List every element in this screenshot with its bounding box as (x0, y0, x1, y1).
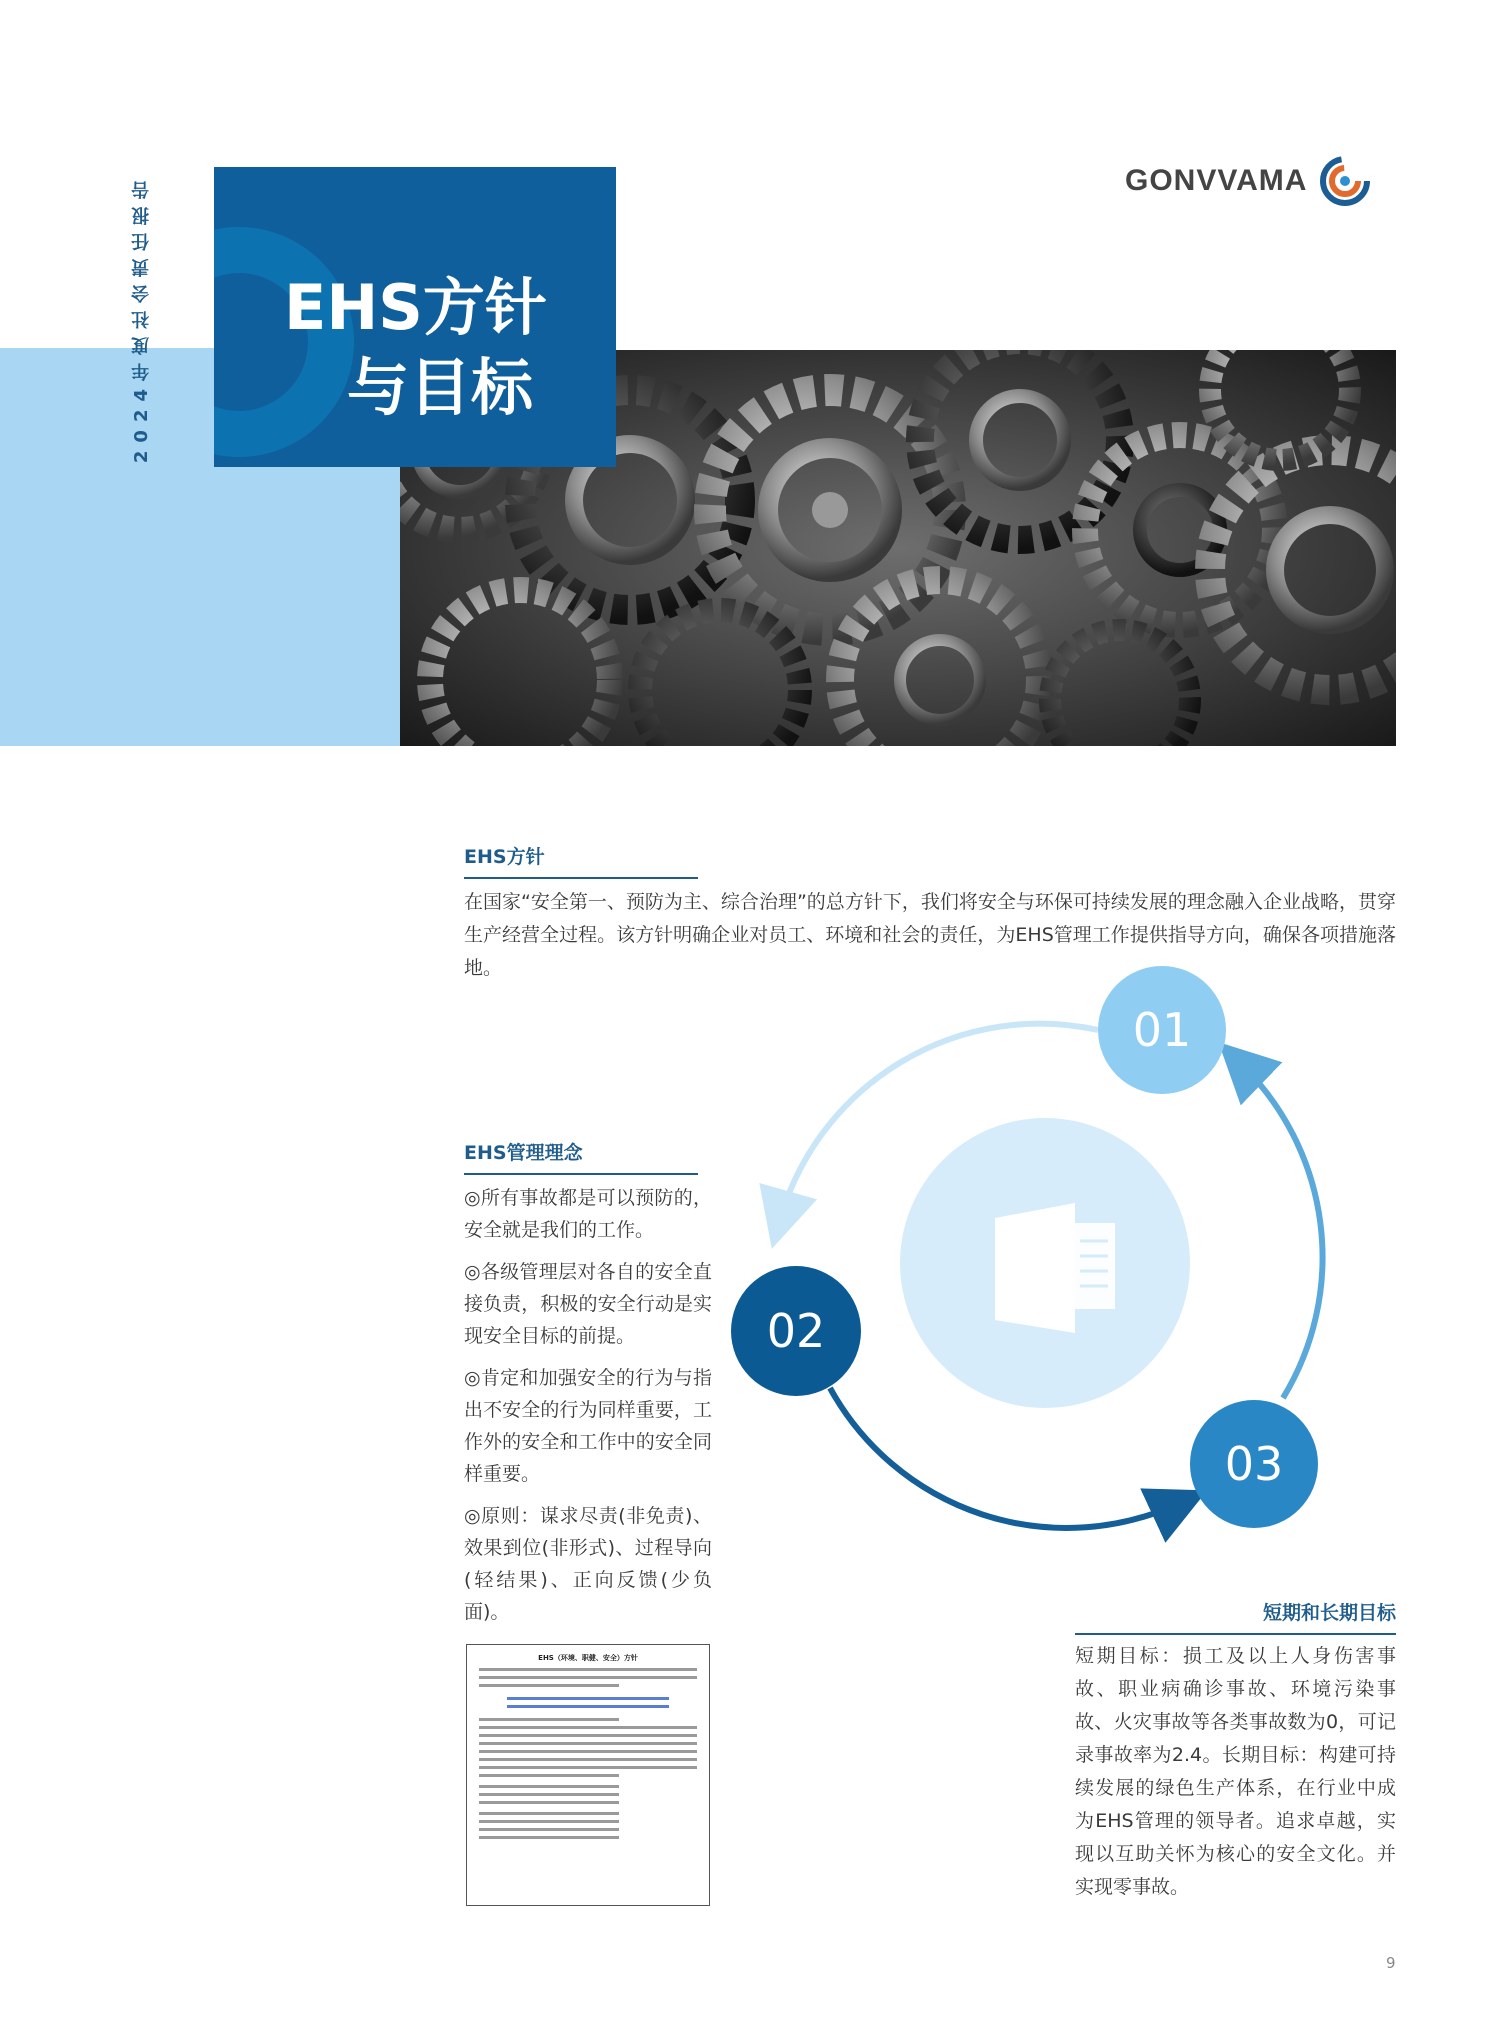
arc-02-to-03 (830, 1388, 1180, 1528)
policy-document-thumbnail (466, 1644, 710, 1906)
policy-body: 在国家“安全第一、预防为主、综合治理”的总方针下，我们将安全与环保可持续发展的理念融入企业战略，贯穿生产经营全过程。该方针明确企业对员工、环境和社会的责任，为EHS管理工作提供指导方向，确保各项措施落地。 (464, 891, 1396, 979)
page-title-line2: 与目标 (347, 351, 534, 424)
philosophy-heading: EHS管理理念 (464, 1138, 698, 1175)
title-block (214, 167, 616, 467)
step-01-circle: 01 (1098, 966, 1226, 1094)
philosophy-item: ◎各级管理层对各自的安全直接负责，积极的安全行动是实现安全目标的前提。 (464, 1261, 712, 1347)
philosophy-item: ◎原则：谋求尽责(非免责)、效果到位(非形式)、过程导向(轻结果)、正向反馈(少负面)。 (464, 1505, 712, 1623)
philosophy-item: ◎所有事故都是可以预防的，安全就是我们的工作。 (464, 1187, 712, 1241)
logo-text: GONVVAMA (1125, 164, 1308, 197)
goals-heading: 短期和长期目标 (1075, 1598, 1396, 1635)
philosophy-list (464, 1182, 712, 1638)
step-02-circle: 02 (731, 1266, 861, 1396)
policy-heading: EHS方针 (464, 842, 698, 879)
logo-swirl-icon (1319, 155, 1371, 207)
company-logo (1125, 155, 1371, 207)
page-title-line1: EHS方针 (284, 271, 547, 344)
philosophy-item: ◎肯定和加强安全的行为与指出不安全的行为同样重要，工作外的安全和工作中的安全同样重要。 (464, 1367, 712, 1485)
step-03-circle: 03 (1190, 1400, 1318, 1528)
report-side-label: 2024年度社会责任报告 (131, 172, 152, 464)
goals-body: 短期目标：损工及以上人身伤害事故、职业病确诊事故、环境污染事故、火灾事故等各类事故数为0，可记录事故率为2.4。长期目标：构建可持续发展的绿色生产体系，在行业中成为EHS管理的领导者。追求卓越，实现以互助关怀为核心的安全文化。并实现零事故。 (1075, 1645, 1396, 1898)
arc-03-to-01 (1240, 1063, 1323, 1398)
page-number: 9 (1386, 1954, 1396, 1972)
document-title: EHS（环境、职健、安全）方针 (538, 1654, 638, 1662)
